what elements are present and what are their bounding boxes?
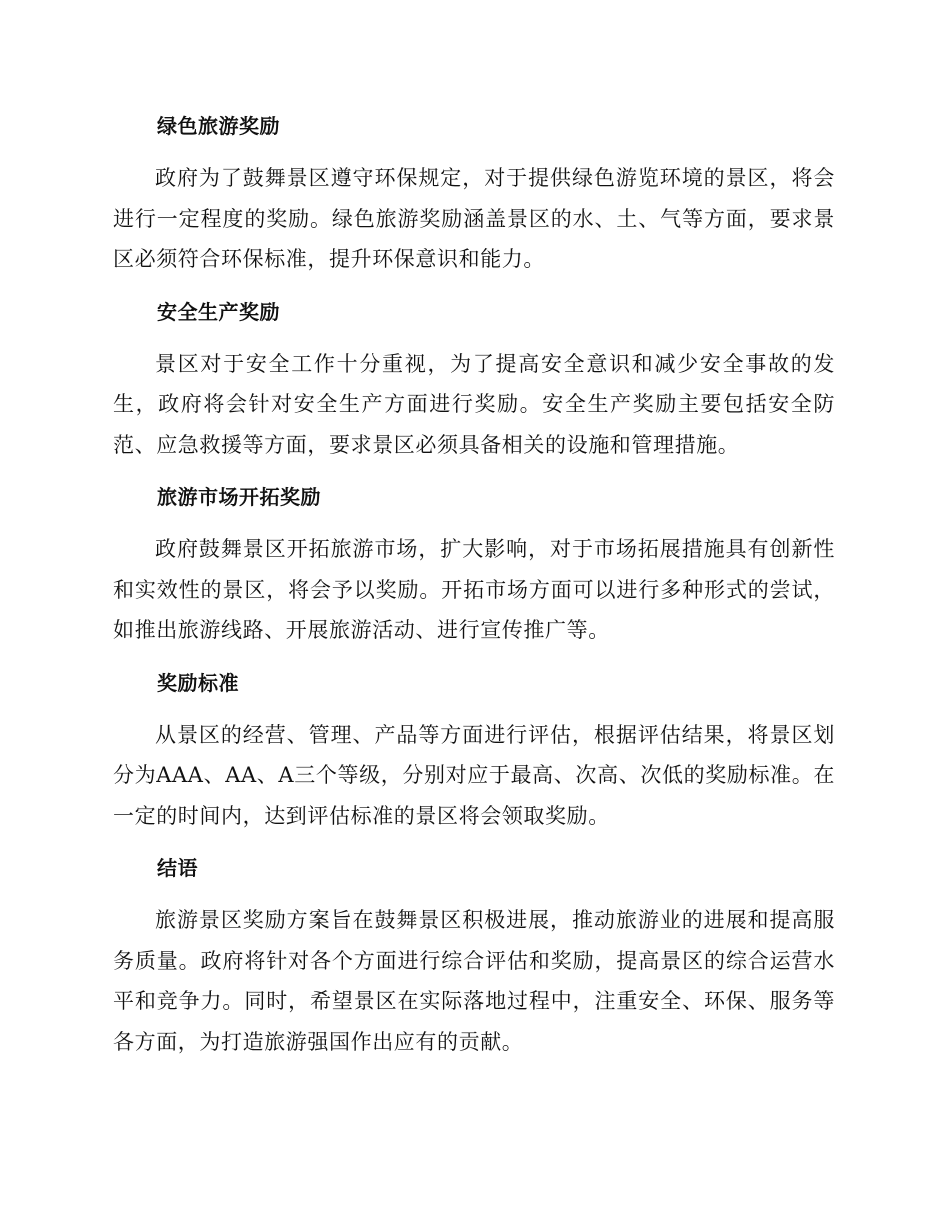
section-paragraph: 政府为了鼓舞景区遵守环保规定，对于提供绿色游览环境的景区，将会进行一定程度的奖励。绿色旅游奖励涵盖景区的水、土、气等方面，要求景区必须符合环保标准，提升环保意识和能力。 [113,166,835,271]
section-heading: 旅游市场开拓奖励 [157,485,321,509]
section-paragraph: 从景区的经营、管理、产品等方面进行评估，根据评估结果，将景区划分为AAA、AA、A三个等级，分别对应于最高、次高、次低的奖励标准。在一定的时间内，达到评估标准的景区将会领取奖励。 [113,722,835,828]
section-conclusion [113,850,835,1062]
section-heading: 结语 [157,856,198,880]
section-market-expansion [113,479,835,651]
section-heading: 奖励标准 [157,670,239,695]
section-safety-production [113,294,835,466]
section-paragraph: 政府鼓舞景区开拓旅游市场，扩大影响，对于市场拓展措施具有创新性和实效性的景区，将会予以奖励。开拓市场方面可以进行多种形式的尝试，如推出旅游线路、开展旅游活动、进行宣传推广等。 [113,537,835,642]
section-heading: 安全生产奖励 [157,299,280,324]
section-heading: 绿色旅游奖励 [157,114,280,138]
section-paragraph: 旅游景区奖励方案旨在鼓舞景区积极进展，推动旅游业的进展和提高服务质量。政府将针对各个方面进行综合评估和奖励，提高景区的综合运营水平和竞争力。同时，希望景区在实际落地过程中，注重安全、环保、服务等各方面，为打造旅游强国作出应有的贡献。 [113,908,835,1054]
section-paragraph: 景区对于安全工作十分重视，为了提高安全意识和减少安全事故的发生，政府将会针对安全生产方面进行奖励。安全生产奖励主要包括安全防范、应急救援等方面，要求景区必须具备相关的设施和管理措施。 [113,351,835,457]
document-body [113,108,835,1076]
section-reward-standard [113,665,835,837]
section-green-tourism [113,108,835,280]
